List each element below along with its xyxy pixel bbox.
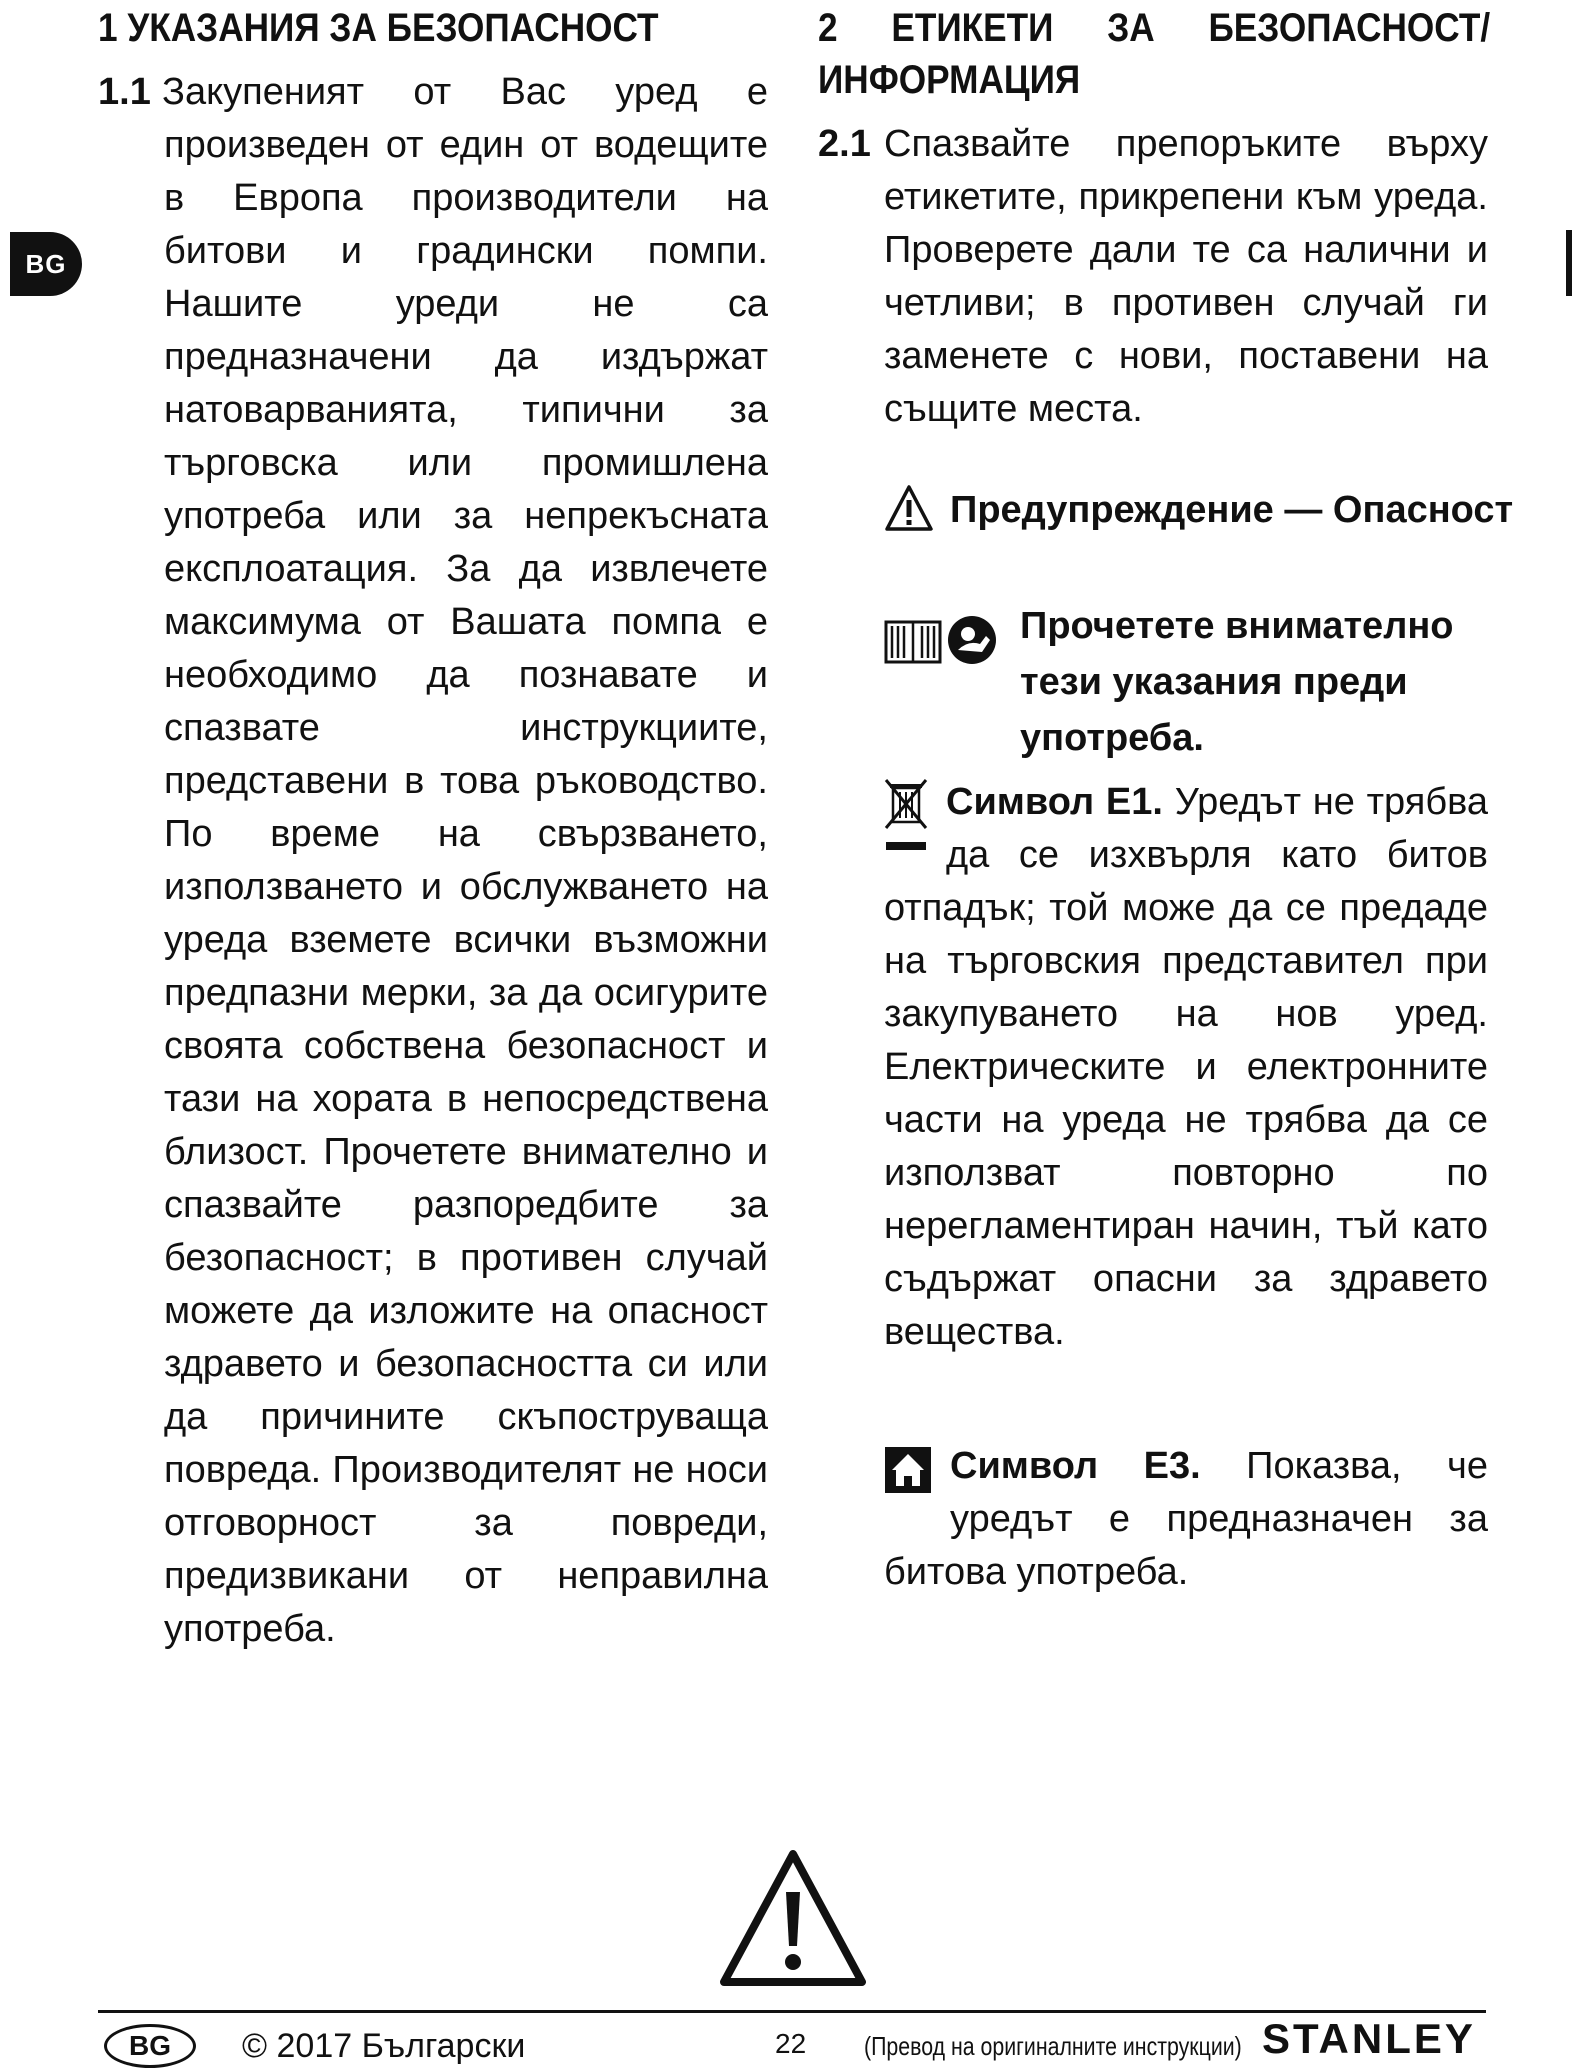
crossed-bin-icon <box>884 776 928 858</box>
large-warning-triangle-icon <box>718 1848 868 1988</box>
symbol-e3-block <box>884 1440 1488 1599</box>
open-book-icon <box>884 616 942 666</box>
warning-heading-row <box>884 482 1514 542</box>
section-2-title: 2 ЕТИКЕТИ ЗА БЕЗОПАСНОСТ/ ИНФОРМАЦИЯ <box>818 6 1491 102</box>
language-tab: BG <box>10 232 82 296</box>
footer-copyright: © 2017 Български <box>242 2027 526 2065</box>
brand-logo: STANLEY <box>1262 2015 1476 2062</box>
read-person-icon <box>946 614 998 666</box>
footer-divider <box>98 2010 1486 2013</box>
symbol-e1-block <box>884 776 1488 1359</box>
symbol-e1-text: Уредът не трябва да се изхвърля като битов отпадък; той може да се предаде на търговския представител при закупуването на нов уред. Електрическите и електронните части на уреда не трябва да се използват повторно по нерегламентиран начин, тъй като съдържат опасни за здравето вещества. <box>884 781 1488 1353</box>
clause-1-1 <box>98 66 768 1656</box>
symbol-e3-paragraph <box>884 1440 1488 1599</box>
footer-translation-note: (Превод на оригиналните инструкции) <box>864 2031 1242 2061</box>
clause-2-1 <box>818 118 1488 436</box>
read-instructions-text: Прочетете внимателно тези указания преди употреба. <box>1020 605 1454 759</box>
footer-language-badge: BG <box>104 2024 196 2068</box>
symbol-e1-paragraph <box>884 776 1488 1359</box>
symbol-e3-text: Показва, че уредът е предназначен за битова употреба. <box>884 1445 1488 1593</box>
clause-1-1-number: 1.1 <box>98 71 151 113</box>
warning-triangle-icon <box>884 484 934 532</box>
footer-page-number: 22 <box>775 2028 807 2059</box>
section-1-title: 1 УКАЗАНИЯ ЗА БЕЗОПАСНОСТ <box>98 6 659 50</box>
clause-2-1-number: 2.1 <box>818 123 871 165</box>
page-edge-marker <box>1566 230 1572 296</box>
warning-heading: Предупреждение — Опасност <box>950 489 1514 531</box>
symbol-e3-lead: Символ Е3. <box>950 1445 1201 1487</box>
read-manual-icons <box>884 614 998 671</box>
symbol-e1-lead: Символ Е1. <box>946 781 1163 823</box>
clause-2-1-text: Спазвайте препоръките върху етикетите, прикрепени към уреда. Проверете дали те са налични и четливи; в противен случай ги заменете с нови, поставени на същите места. <box>884 123 1488 430</box>
household-icon <box>884 1446 932 1494</box>
clause-1-1-text: Закупеният от Вас уред е произведен от един от водещите в Европа производители на битови и градински помпи. Нашите уреди не са предназначени да издържат натоварванията, типични за търговска или промишлена употреба или за непрекъсната експлоатация. За да извлечете максимума от Вашата помпа е необходимо да познавате и спазвате инструкциите, представени в това ръководство. По време на свързването, използването и обслужването на уреда вземете всички възможни предпазни мерки, за да осигурите своята собствена безопасност и тази на хората в непосредствена близост. Прочетете внимателно и спазвайте разпоредбите за безопасност; в противен случай можете да изложите на опасност здравето и безопасността си или да причините скъпоструваща повреда. Производителят не носи отговорност за повреди, предизвикани от неправилна употреба. <box>162 71 768 1650</box>
read-instructions-row <box>884 598 1504 759</box>
